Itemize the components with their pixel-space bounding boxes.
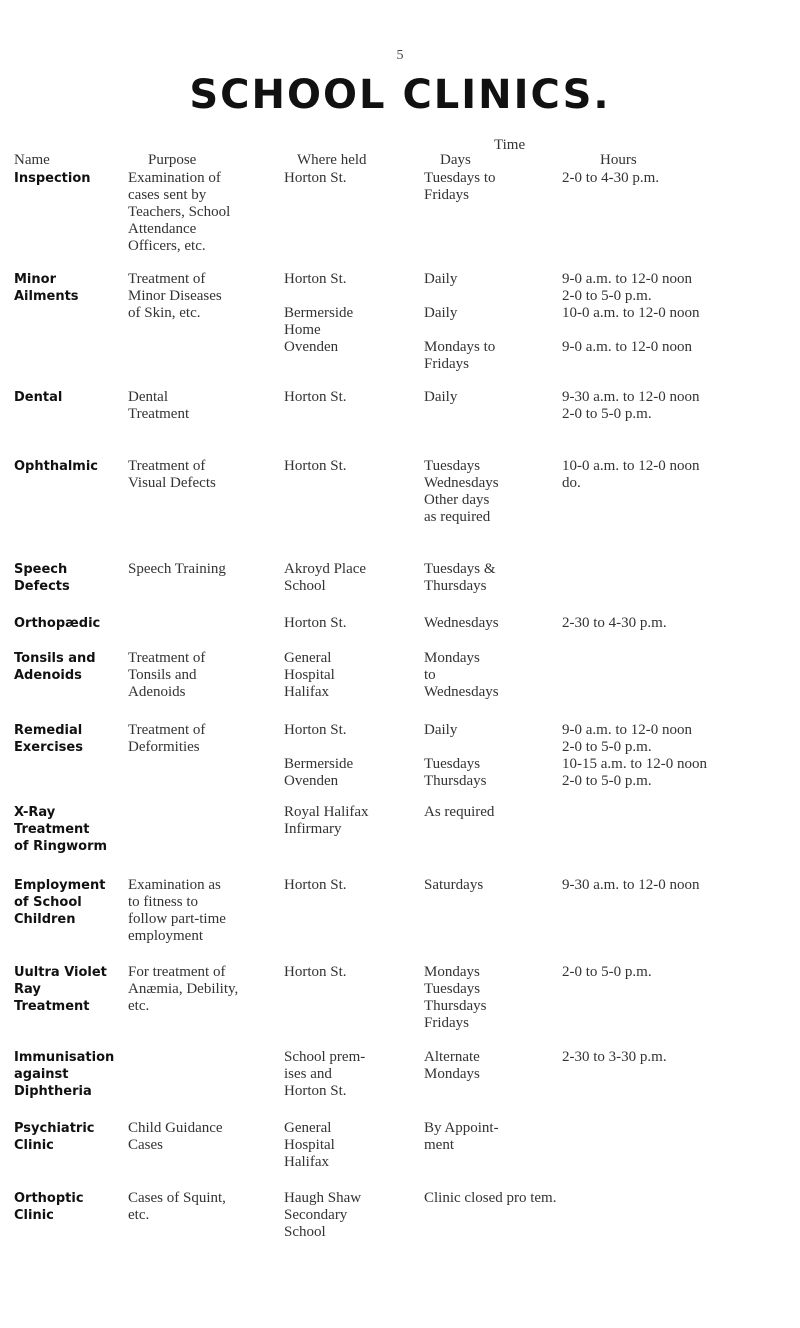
clinic-purpose: Child Guidance Cases: [128, 1120, 223, 1153]
clinic-where-held: Horton St.: [284, 170, 347, 186]
clinic-name: Immunisation against Diphtheria: [14, 1050, 115, 1099]
clinic-days: As required: [424, 804, 495, 820]
clinic-name: Dental: [14, 390, 63, 405]
header-time: Time: [494, 137, 526, 153]
clinic-name: Employment of School Children: [14, 878, 106, 927]
clinic-days: Clinic closed pro tem.: [424, 1190, 557, 1206]
clinic-where-held: Horton St.: [284, 964, 347, 980]
clinic-where-held: Akroyd Place School: [284, 561, 367, 594]
clinic-where-held: Horton St. Bermerside Ovenden: [284, 722, 354, 789]
clinic-hours: 2-30 to 4-30 p.m.: [562, 615, 667, 631]
clinic-purpose: Cases of Squint, etc.: [128, 1190, 226, 1223]
clinic-name: Ophthalmic: [14, 459, 99, 474]
clinic-hours: 2-0 to 4-30 p.m.: [562, 170, 660, 186]
clinic-purpose: Treatment of Deformities: [128, 722, 206, 755]
clinic-purpose: For treatment of Anæmia, Debility, etc.: [128, 964, 239, 1014]
header-hours: Hours: [600, 152, 637, 168]
clinic-purpose: Speech Training: [128, 561, 226, 577]
clinic-name: Speech Defects: [14, 562, 70, 594]
clinic-days: Daily: [424, 389, 458, 405]
header-name: Name: [14, 152, 50, 168]
clinic-purpose: Treatment of Minor Diseases of Skin, etc.: [128, 271, 222, 321]
clinic-name: X-Ray Treatment of Ringworm: [14, 805, 108, 854]
header-where-held: Where held: [297, 152, 367, 168]
clinic-where-held: Horton St.: [284, 458, 347, 474]
clinic-purpose: Examination as to fitness to follow part-time employment: [128, 877, 226, 944]
header-days: Days: [440, 152, 471, 168]
page-title: SCHOOL CLINICS.: [189, 72, 611, 118]
clinic-days: Mondays to Wednesdays: [424, 650, 499, 700]
clinic-hours: 9-0 a.m. to 12-0 noon 2-0 to 5-0 p.m. 10-0 a.m. to 12-0 noon 9-0 a.m. to 12-0 noon: [562, 271, 700, 355]
clinic-where-held: Horton St.: [284, 877, 347, 893]
clinic-days: Mondays Tuesdays Thursdays Fridays: [424, 964, 487, 1031]
clinic-name: Tonsils and Adenoids: [14, 651, 96, 683]
clinic-days: Tuesdays to Fridays: [424, 170, 496, 203]
clinic-where-held: Horton St. Bermerside Home Ovenden: [284, 271, 354, 355]
clinic-name: Inspection: [14, 171, 91, 186]
clinic-hours: 10-0 a.m. to 12-0 noon do.: [562, 458, 700, 491]
clinic-where-held: Horton St.: [284, 615, 347, 631]
clinic-hours: 2-0 to 5-0 p.m.: [562, 964, 652, 980]
clinic-hours: 9-30 a.m. to 12-0 noon 2-0 to 5-0 p.m.: [562, 389, 700, 422]
clinic-name: Psychiatric Clinic: [14, 1121, 95, 1153]
clinic-where-held: Horton St.: [284, 389, 347, 405]
header-purpose: Purpose: [148, 152, 197, 168]
clinic-days: Daily Tuesdays Thursdays: [424, 722, 487, 789]
clinic-where-held: Haugh Shaw Secondary School: [284, 1190, 362, 1240]
clinic-hours: 9-0 a.m. to 12-0 noon 2-0 to 5-0 p.m. 10-15 a.m. to 12-0 noon 2-0 to 5-0 p.m.: [562, 722, 707, 789]
clinic-name: Uultra Violet Ray Treatment: [14, 965, 107, 1014]
clinic-purpose: Treatment of Tonsils and Adenoids: [128, 650, 206, 700]
clinic-hours: 2-30 to 3-30 p.m.: [562, 1049, 667, 1065]
clinic-where-held: Royal Halifax Infirmary: [284, 804, 369, 837]
clinic-days: Saturdays: [424, 877, 484, 893]
clinic-days: Tuesdays & Thursdays: [424, 561, 496, 594]
clinic-days: Alternate Mondays: [424, 1049, 480, 1082]
clinic-purpose: Dental Treatment: [128, 389, 190, 422]
clinic-hours: 9-30 a.m. to 12-0 noon: [562, 877, 700, 893]
clinic-days: Tuesdays Wednesdays Other days as required: [424, 458, 499, 525]
clinic-purpose: Treatment of Visual Defects: [128, 458, 216, 491]
clinic-name: Minor Ailments: [14, 272, 79, 304]
clinic-purpose: Examination of cases sent by Teachers, School Attendance Officers, etc.: [128, 170, 231, 254]
page-number: 5: [396, 48, 404, 63]
clinic-days: Daily Daily Mondays to Fridays: [424, 271, 496, 372]
clinic-days: Wednesdays: [424, 615, 499, 631]
clinic-name: Orthoptic Clinic: [14, 1191, 84, 1223]
clinic-name: Remedial Exercises: [14, 723, 83, 755]
clinic-days: By Appoint- ment: [424, 1120, 499, 1153]
clinic-where-held: General Hospital Halifax: [284, 650, 335, 700]
clinic-where-held: School prem- ises and Horton St.: [284, 1049, 366, 1099]
clinic-name: Orthopædic: [14, 616, 101, 631]
clinic-where-held: General Hospital Halifax: [284, 1120, 335, 1170]
